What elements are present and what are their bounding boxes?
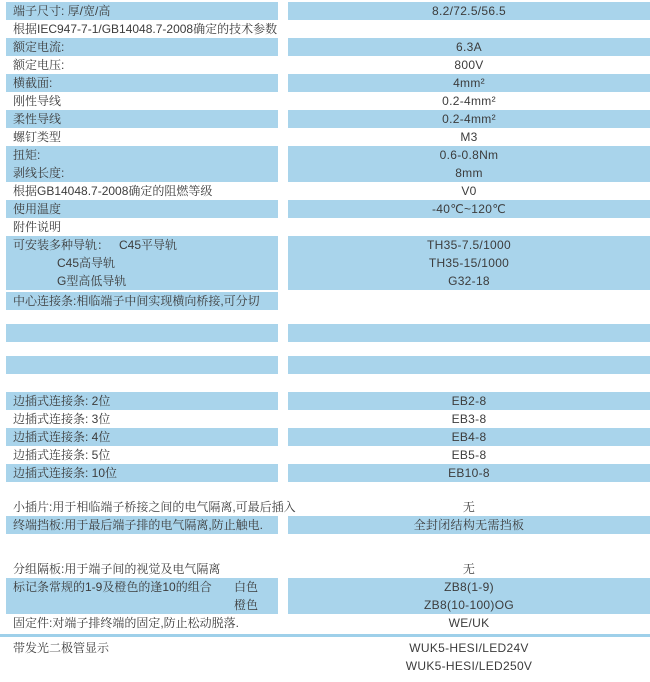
spec-label-line: [6, 200, 278, 218]
spec-label-line: [6, 596, 278, 614]
spec-value-cell: [288, 56, 650, 74]
spec-label-text: 标记条常规的1-9及橙色的逢10的组合: [13, 580, 212, 594]
spec-row: [0, 516, 650, 534]
spec-row: [0, 560, 650, 578]
spec-row: [0, 356, 650, 374]
spec-row: [0, 2, 650, 20]
spec-label-cell: [6, 324, 278, 342]
spec-label-cell: [6, 292, 278, 310]
spec-label-cell: [6, 446, 278, 464]
spec-value-text: [288, 218, 650, 236]
spec-row: [0, 38, 650, 56]
spec-label-subitem: C45平导轨: [119, 238, 178, 252]
spec-label-text: 小插片:用于相临端子桥接之间的电气隔离,可最后插入: [13, 500, 296, 514]
spec-label-line: [6, 146, 278, 164]
spec-label-cell: [6, 2, 278, 20]
spec-label-text: 额定电流:: [13, 40, 65, 54]
spec-row: [0, 128, 650, 146]
spec-value-text: TH35-15/1000: [428, 256, 510, 270]
spec-value-cell: [288, 614, 650, 632]
spec-label-line: [6, 657, 278, 675]
spec-row: [0, 428, 650, 446]
spec-value-cell: [288, 38, 650, 56]
spec-label-subitem: G型高低导轨: [57, 274, 127, 288]
spec-label-cell: [6, 38, 278, 56]
spec-label-cell: [6, 110, 278, 128]
spec-value-text: EB10-8: [448, 466, 490, 480]
spec-label-line: [6, 392, 278, 410]
spec-value-text: 8.2/72.5/56.5: [432, 4, 506, 18]
spec-label-line: [6, 20, 278, 38]
spec-row: [0, 20, 650, 38]
spec-value-cell: [288, 516, 650, 534]
spec-row: [0, 392, 650, 410]
spec-value-text: EB3-8: [451, 412, 487, 426]
spec-label-cell: [6, 236, 278, 290]
spec-value-text: 8mm: [455, 166, 483, 180]
spec-value-text: 无: [462, 500, 476, 514]
spec-row: [0, 146, 650, 182]
spec-value-text: 0.6-0.8Nm: [439, 148, 499, 162]
spec-row: [0, 110, 650, 128]
spec-label-line: [6, 639, 278, 657]
spec-value-text: ZB8(1-9): [444, 580, 494, 594]
spec-label-cell: [6, 639, 278, 657]
spec-value-text: TH35-7.5/1000: [427, 238, 511, 252]
spec-label-line: [6, 516, 278, 534]
spec-value-text: EB4-8: [451, 430, 487, 444]
spec-value-cell: [288, 410, 650, 428]
spec-label-text: 根据GB14048.7-2008确定的阻燃等级: [13, 184, 213, 198]
spec-row: [0, 498, 650, 516]
spec-row: [0, 639, 650, 657]
spec-label-text: 带发光二极管显示: [13, 641, 110, 655]
spec-label-text: 使用温度: [13, 202, 62, 216]
spec-value-text: 6.3A: [456, 40, 482, 54]
spec-label-cell: [6, 56, 278, 74]
spec-label-line: [6, 38, 278, 56]
spec-label-line: [6, 292, 278, 310]
spec-value-cell: [288, 128, 650, 146]
spec-label-text: 横截面:: [13, 76, 53, 90]
spec-label-text: 终端挡板:用于最后端子排的电气隔离,防止触电.: [13, 518, 264, 532]
spec-row: [0, 200, 650, 218]
spec-row: [0, 236, 650, 290]
spec-value-cell: [288, 392, 650, 410]
spec-value-cell: [288, 2, 650, 20]
spec-value-cell: [288, 446, 650, 464]
spec-value-text: [288, 356, 650, 374]
spec-value-text: V0: [461, 184, 477, 198]
spec-value-text: EB5-8: [451, 448, 487, 462]
spec-value-text: 0.2-4mm²: [442, 94, 496, 108]
spec-value-cell: [288, 110, 650, 128]
spec-label-cell: [6, 428, 278, 446]
spec-label-text: 柔性导线: [13, 112, 62, 126]
spec-label-text: 边插式连接条: 3位: [13, 412, 111, 426]
spec-label-text: 额定电压:: [13, 58, 65, 72]
spec-label-line: [6, 498, 296, 516]
spec-label-cell: [6, 498, 296, 516]
spec-label-line: [6, 464, 278, 482]
spec-value-cell: [288, 578, 650, 614]
spec-label-line: [6, 236, 278, 254]
spec-label-color-option: 白色: [234, 580, 259, 594]
spec-value-cell: [288, 292, 650, 310]
spec-label-cell: [6, 218, 278, 236]
spec-row: [0, 464, 650, 482]
spec-label-cell: [6, 578, 278, 614]
spec-row: [0, 657, 650, 675]
spec-value-cell: [288, 200, 650, 218]
spec-value-cell: [288, 356, 650, 374]
spec-label-line: [6, 254, 278, 272]
spec-label-text: 剥线长度:: [13, 166, 65, 180]
spec-value-text: [288, 20, 650, 38]
spec-row: [0, 74, 650, 92]
spec-value-text: [288, 324, 650, 342]
spec-label-text: 附件说明: [13, 220, 62, 234]
spec-label-text: 边插式连接条: 10位: [13, 466, 118, 480]
spec-label-text: 边插式连接条: 5位: [13, 448, 111, 462]
spec-row: [0, 446, 650, 464]
spec-label-line: [6, 614, 278, 632]
spec-label-line: [6, 164, 278, 182]
spec-label-text: 螺钉类型: [13, 130, 62, 144]
spec-value-text: -40℃~120℃: [431, 202, 507, 216]
spec-label-text: 根据IEC947-7-1/GB14048.7-2008确定的技术参数: [13, 22, 278, 36]
spec-label-line: [6, 324, 278, 342]
spec-label-line: [6, 128, 278, 146]
spec-value-cell: [288, 20, 650, 38]
spec-label-subitem: C45高导轨: [57, 256, 116, 270]
spec-label-cell: [6, 182, 278, 200]
spec-row: [0, 614, 650, 632]
spec-label-cell: [6, 410, 278, 428]
spec-value-text: 0.2-4mm²: [442, 112, 496, 126]
spec-label-cell: [6, 516, 278, 534]
spec-label-line: [6, 74, 278, 92]
spec-label-line: [6, 92, 278, 110]
spec-row: [0, 182, 650, 200]
spec-label-line: [6, 56, 278, 74]
spec-value-text: ZB8(10-100)OG: [424, 598, 514, 612]
spec-value-text: WE/UK: [448, 616, 490, 630]
spec-label-cell: [6, 614, 278, 632]
spec-label-cell: [6, 392, 278, 410]
spec-label-cell: [6, 92, 278, 110]
spec-label-text: 边插式连接条: 4位: [13, 430, 111, 444]
spec-label-line: [6, 2, 278, 20]
spec-label-text: 中心连接条:相临端子中间实现横向桥接,可分切: [13, 294, 260, 308]
spec-value-text: 800V: [454, 58, 484, 72]
spec-label-cell: [6, 560, 278, 578]
spec-label-cell: [6, 146, 278, 182]
spec-value-text: WUK5-HESI/LED250V: [405, 659, 533, 673]
spec-label-cell: [6, 74, 278, 92]
spec-value-text: 无: [462, 562, 476, 576]
spec-row: [0, 92, 650, 110]
spec-value-text: WUK5-HESI/LED24V: [409, 641, 529, 655]
spec-value-cell: [288, 657, 650, 675]
spec-label-cell: [6, 464, 278, 482]
section-divider: [0, 634, 650, 637]
spec-row: [0, 578, 650, 614]
spec-value-cell: [288, 182, 650, 200]
spec-value-cell: [288, 639, 650, 657]
spec-value-text: 全封闭结构无需挡板: [413, 518, 525, 532]
spec-value-cell: [288, 218, 650, 236]
spec-label-cell: [6, 356, 278, 374]
spec-value-cell: [288, 464, 650, 482]
spec-label-text: 可安装多种导轨：: [13, 238, 110, 252]
spec-value-cell: [288, 74, 650, 92]
spec-label-line: [6, 110, 278, 128]
spec-value-cell: [288, 560, 650, 578]
spec-label-text: 扭矩:: [13, 148, 41, 162]
spec-row: [0, 292, 650, 310]
spec-label-text: 刚性导线: [13, 94, 62, 108]
spec-row: [0, 324, 650, 342]
spec-value-text: M3: [460, 130, 478, 144]
spec-label-line: [6, 182, 278, 200]
spec-value-cell: [288, 498, 650, 516]
spec-label-text: 分组隔板:用于端子间的视觉及电气隔离: [13, 562, 221, 576]
spec-label-line: [6, 428, 278, 446]
spec-label-line: [6, 218, 278, 236]
spec-value-cell: [288, 92, 650, 110]
spec-label-text: 端子尺寸: 厚/宽/高: [13, 4, 111, 18]
spec-label-line: [6, 272, 278, 290]
spec-row: [0, 218, 650, 236]
spec-label-line: [6, 560, 278, 578]
spec-value-cell: [288, 146, 650, 182]
spec-label-cell: [6, 128, 278, 146]
spec-label-line: [6, 356, 278, 374]
spec-label-line: [6, 446, 278, 464]
spec-label-text: 边插式连接条: 2位: [13, 394, 111, 408]
spec-value-text: 4mm²: [453, 76, 485, 90]
spec-label-color-option: 橙色: [234, 598, 259, 612]
spec-label-cell: [6, 20, 278, 38]
spec-label-cell: [6, 200, 278, 218]
spec-label-line: [6, 410, 278, 428]
spec-value-text: [288, 292, 650, 310]
spec-value-text: EB2-8: [451, 394, 487, 408]
spec-value-cell: [288, 236, 650, 290]
spec-value-cell: [288, 428, 650, 446]
spec-label-text: 固定件:对端子排终端的固定,防止松动脱落.: [13, 616, 240, 630]
spec-value-text: G32-18: [448, 274, 490, 288]
spec-row: [0, 56, 650, 74]
spec-value-cell: [288, 324, 650, 342]
spec-label-line: [6, 578, 278, 596]
spec-row: [0, 410, 650, 428]
spec-label-cell: [6, 657, 278, 675]
